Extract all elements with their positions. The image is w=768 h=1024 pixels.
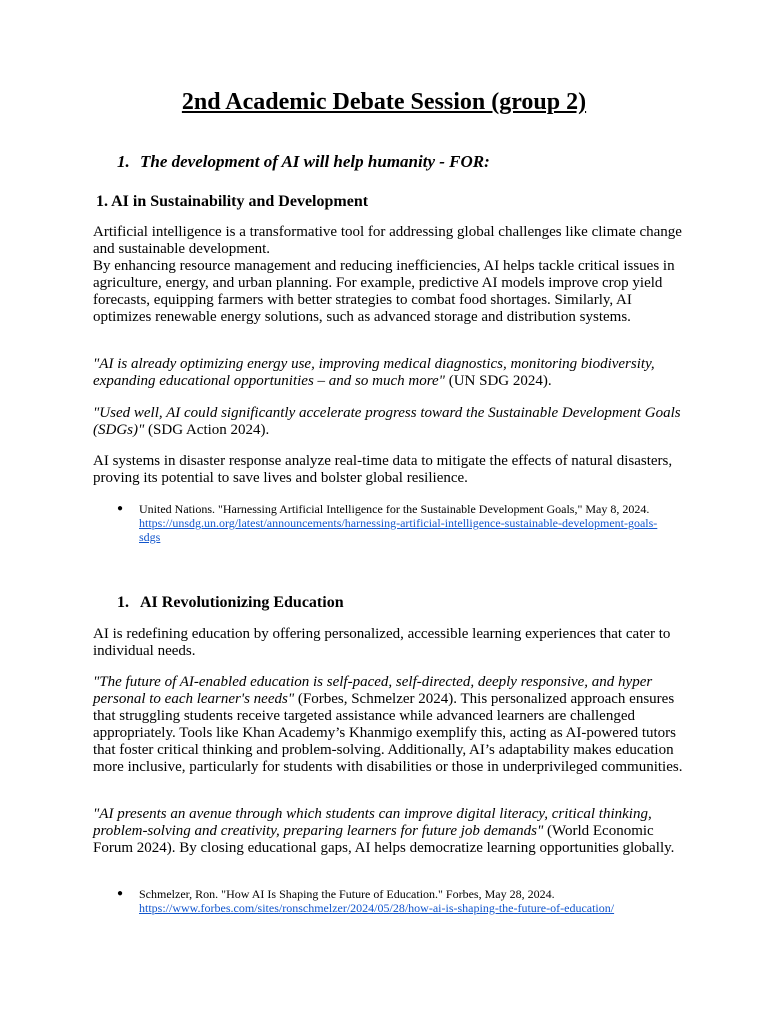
bullet-icon: ● — [117, 888, 124, 899]
quote-text: "AI is already optimizing energy use, improving medical diagnostics, monitoring biodiversity, expanding educational opportunities – and so much more" — [93, 356, 655, 389]
reference-item-un — [117, 502, 677, 544]
quote-sdg-action — [93, 405, 683, 439]
quote-forbes — [93, 674, 683, 776]
paragraph-education-intro: AI is redefining education by offering personalized, accessible learning experiences that cater to individual needs. — [93, 626, 671, 659]
reference-link-unsdg[interactable]: https://unsdg.un.org/latest/announcements/harnessing-artificial-intelligence-sustainable-development-goals-sdgs — [139, 516, 658, 544]
quote-citation: (SDG Action 2024). — [144, 422, 270, 438]
section-heading-education — [117, 592, 344, 613]
section-heading-number: 1. — [117, 594, 129, 611]
quote-text: "The future of AI-enabled education is self-paced, self-directed, deeply responsive, and hyper personal to each learner's needs" — [93, 674, 653, 707]
reference-text: United Nations. "Harnessing Artificial Intelligence for the Sustainable Development Goals," May 8, 2024. — [139, 502, 650, 516]
reference-text: Schmelzer, Ron. "How AI Is Shaping the Future of Education." Forbes, May 28, 2024. — [139, 887, 555, 901]
quote-world-economic-forum — [93, 806, 683, 857]
quote-text: "AI presents an avenue through which students can improve digital literacy, critical thinking, problem-solving and creativity, preparing learners for future job demands" — [93, 806, 652, 839]
paragraph-line: By enhancing resource management and reducing inefficiencies, AI helps tackle critical issues in agriculture, energy, and urban planning. For example, predictive AI models improve crop yield forecasts, equipping farmers with better strategies to combat food shortages. Similarly, AI optimizes renewable energy solutions, such as advanced storage and distribution systems. — [93, 258, 675, 325]
paragraph-continuation: (Forbes, Schmelzer 2024). This personalized approach ensures that struggling students receive targeted assistance while advanced learners are challenged appropriately. Tools like Khan Academy’s Khanmigo exemplify this, acting as AI-powered tutors that foster critical thinking and problem-solving. Additionally, AI’s adaptability makes education more inclusive, particularly for students with disabilities or those in underprivileged communities. — [93, 691, 683, 775]
motion-heading-number: 1. — [117, 152, 130, 171]
reference-item-forbes — [117, 887, 677, 915]
section-heading-text: AI Revolutionizing Education — [140, 594, 344, 611]
quote-un-sdg — [93, 356, 683, 390]
quote-text: "Used well, AI could significantly accelerate progress toward the Sustainable Development Goals (SDGs)" — [93, 405, 681, 438]
section-heading-sustainability: 1. AI in Sustainability and Development — [96, 193, 369, 210]
paragraph-continuation: (World Economic Forum 2024). By closing educational gaps, AI helps democratize learning opportunities globally. — [93, 823, 675, 856]
reference-link-forbes[interactable]: https://www.forbes.com/sites/ronschmelzer/2024/05/28/how-ai-is-shaping-the-future-of-education/ — [139, 901, 615, 915]
quote-citation: (UN SDG 2024). — [444, 373, 552, 389]
paragraph-line: Artificial intelligence is a transformative tool for addressing global challenges like climate change and sustainable development. — [93, 224, 682, 257]
bullet-icon: ● — [117, 503, 124, 514]
paragraph-ai-transformative — [93, 224, 683, 326]
motion-heading-text: The development of AI will help humanity - FOR: — [140, 152, 490, 171]
motion-heading — [117, 151, 490, 173]
paragraph-disaster-response: AI systems in disaster response analyze real-time data to mitigate the effects of natural disasters, proving its potential to save lives and bolster global resilience. — [93, 453, 673, 486]
document-title: 2nd Academic Debate Session (group 2) — [181, 89, 587, 115]
